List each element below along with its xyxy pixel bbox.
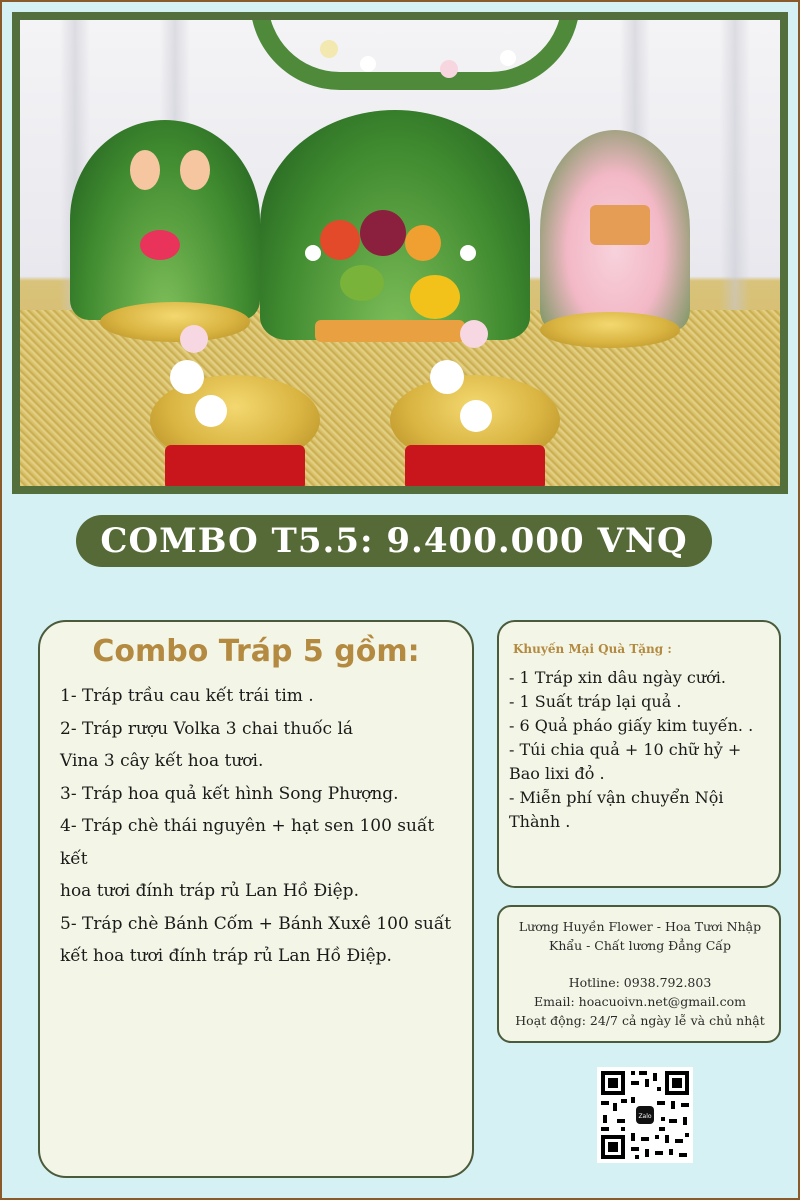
hotline-text[interactable]: Hotline: 0938.792.803 xyxy=(568,975,712,990)
combo-heading: Combo Tráp 5 gồm: xyxy=(92,634,420,669)
brand-tagline: Lương Huyền Flower - Hoa Tươi Nhập Khẩu - Chất lương Đẳng Cấp xyxy=(518,919,762,953)
photo-scene xyxy=(20,20,780,486)
combo-panel xyxy=(38,620,474,1178)
qr-code-icon xyxy=(597,1067,693,1163)
combo-item: 1- Tráp trầu cau kết trái tim . xyxy=(60,686,314,706)
promo-panel xyxy=(497,620,781,888)
email-text[interactable]: Email: hoacuoivn.net@gmail.com xyxy=(534,994,746,1009)
combo-item: 4- Tráp chè thái nguyên + hạt sen 100 suất kết xyxy=(60,816,435,869)
price-banner: COMBO T5.5: 9.400.000 VNQ xyxy=(76,515,712,567)
promo-item-list xyxy=(509,666,775,834)
contact-details xyxy=(503,973,777,1030)
combo-item: kết hoa tươi đính tráp rủ Lan Hồ Điệp. xyxy=(60,946,392,966)
combo-item: 3- Tráp hoa quả kết hình Song Phượng. xyxy=(60,783,399,804)
flower-garland xyxy=(250,20,580,90)
promo-item: - Túi chia quả + 10 chữ hỷ + Bao lixi đỏ . xyxy=(509,740,742,783)
qr-logo-label: Zalo xyxy=(638,1113,652,1120)
product-photo xyxy=(12,12,788,494)
combo-item: 5- Tráp chè Bánh Cốm + Bánh Xuxê 100 suất xyxy=(60,913,452,934)
promo-heading: Khuyến Mại Quà Tặng : xyxy=(513,642,672,656)
combo-item: hoa tươi đính tráp rủ Lan Hồ Điệp. xyxy=(60,881,359,901)
promo-item: - 6 Quả pháo giấy kim tuyến. . xyxy=(509,716,754,735)
promo-item: - 1 Suất tráp lại quả . xyxy=(509,692,682,711)
promo-item: - 1 Tráp xin dâu ngày cưới. xyxy=(509,668,726,687)
combo-item: Vina 3 cây kết hoa tươi. xyxy=(60,751,264,771)
combo-item: 2- Tráp rượu Volka 3 chai thuốc lá xyxy=(60,718,354,739)
contact-panel xyxy=(497,905,781,1043)
promo-item: - Miễn phí vận chuyển Nội Thành . xyxy=(509,788,724,831)
combo-item-list xyxy=(60,680,460,973)
hours-text: Hoạt động: 24/7 cả ngày lễ và chủ nhật xyxy=(515,1013,765,1028)
zalo-qr-code[interactable] xyxy=(597,1067,693,1163)
